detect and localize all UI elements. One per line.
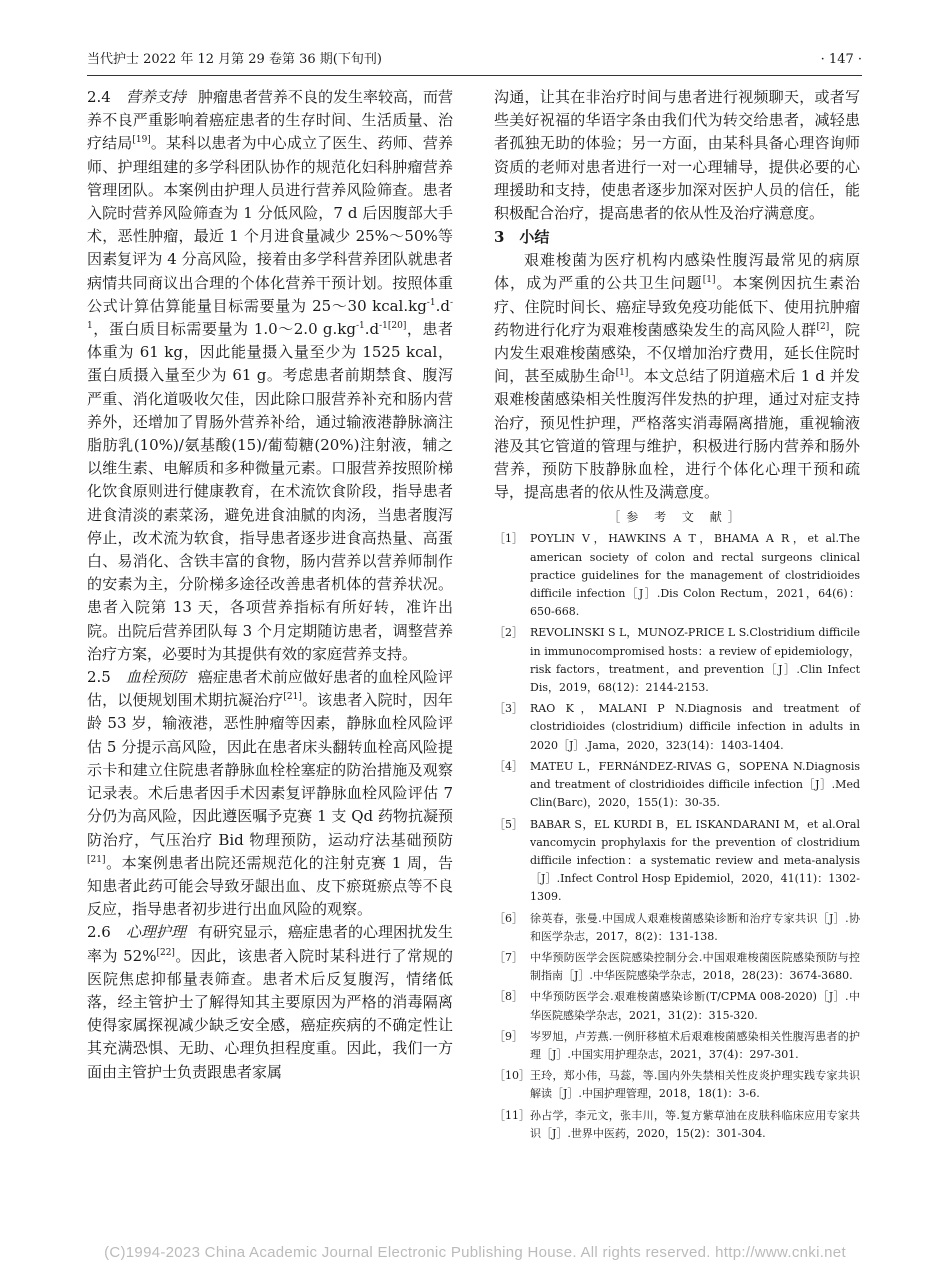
reference-number: ［8］ bbox=[494, 990, 523, 1004]
section-title: 营养支持 bbox=[125, 88, 186, 106]
citation: [1] bbox=[702, 275, 716, 286]
reference-text: 徐英春，张曼.中国成人艰难梭菌感染诊断和治疗专家共识［J］.协和医学杂志，2017，8(2)：131-138. bbox=[530, 911, 860, 943]
section-3-heading: 3 小结 bbox=[494, 228, 550, 247]
reference-item bbox=[494, 700, 860, 755]
reference-number: ［4］ bbox=[494, 759, 523, 773]
reference-item bbox=[494, 949, 860, 985]
reference-item bbox=[494, 624, 860, 697]
reference-item bbox=[494, 910, 860, 946]
reference-number: ［1］ bbox=[494, 532, 523, 546]
reference-number: ［3］ bbox=[494, 702, 523, 716]
reference-item bbox=[494, 1107, 860, 1143]
reference-number: ［11］ bbox=[494, 1108, 530, 1122]
copyright-watermark: (C)1994-2023 China Academic Journal Electronic Publishing House. All rights reserved. http://www.cnki.net bbox=[104, 1244, 846, 1261]
section-3-summary: 艰难梭菌为医疗机构内感染性腹泻最常见的病原体，成为严重的公共卫生问题[1]。本案例因抗生素治疗、住院时间长、癌症导致免疫功能低下、使用抗肿瘤药物进行化疗为艰难梭菌感染发生的高风险人群[2]，院内发生艰难梭菌感染，不仅增加治疗费用，延长住院时间，甚至威胁生命[1]。本文总结了阴道癌术后 1 d 并发艰难梭菌感染相关性腹泻伴发热的护理，通过对症支持治疗，预见性护理，严格落实消毒隔离措施，重视输液港及其它管道的管理与维护，积极进行肠内营养和肠外营养，预防下肢静脉血栓，进行个体化心理干预和疏导，提高患者的依从性及满意度。 bbox=[494, 251, 860, 502]
citation: [20] bbox=[387, 321, 407, 332]
reference-text: POYLIN V，HAWKINS A T，BHAMA A R，et al.The american society of colon and rectal surgeons clinical practice guidelines for the management of clostridioides difficile infection［J］.Dis Colon Rectum，2021，64(6)：650-668. bbox=[530, 532, 860, 619]
left-column bbox=[87, 86, 453, 1084]
section-number: 2.6 bbox=[87, 923, 111, 942]
reference-text: 中华预防医学会医院感染控制分会.中国艰难梭菌医院感染预防与控制指南［J］.中华医院感染学杂志，2018，28(23)：3674-3680. bbox=[530, 950, 860, 983]
page-number: · 147 · bbox=[820, 52, 862, 67]
section-2-4-nutrition: 2.4 营养支持 肿瘤患者营养不良的发生率较高，而营养不良严重影响着癌症患者的生存时间、生活质量、治疗结局[19]。某科以患者为中心成立了医生、药师、营养师、护理组建的多学科团队协作的规范化妇科肿瘤营养管理团队。本案例由护理人员进行营养风险筛查。患者入院时营养风险筛查为 1 分低风险，7 d 后因腹部大手术，恶性肿瘤，最近 1 个月进食量减少 25%～50%等因素复评为 4 分高风险，接着由多学科营养团队就患者病情共同商议出合理的个体化营养干预计划。按照体重公式计算估算能量目标需要量为 25～30 $kcal.kg^{-1}.d^{-1}$，蛋白质目标需要量为 1.0～2.0 $g.kg^{-1}.d^{-1[20]}$，患者体重为 61 kg，因此能量摄入量至少为 1525 kcal，蛋白质摄入量至少为 61 g。考虑患者前期禁食、腹泻严重、消化道吸收欠佳，因此除口服营养补充和肠内营养外，还增加了胃肠外营养补给，通过输液港静脉滴注脂肪乳(10%)/氨基酸(15)/葡萄糖(20%)注射液，辅之以维生素、电解质和多种微量元素。口服营养按照阶梯化饮食原则进行健康教育，在术流饮食阶段，指导患者进食清淡的素菜汤，避免进食油腻的肉汤，当患者腹泻停止，改术流为软食，指导患者逐步进食高热量、高蛋白、易消化、含铁丰富的食物，肠内营养以营养师制作的安素为主，分阶梯多途径改善患者机体的营养状况。患者入院第 13 天，各项营养指标有所好转，准许出院。出院后营养团队每 3 个月定期随访患者，调整营养治疗方案，必要时为其提供有效的家庭营养支持。 bbox=[87, 88, 453, 663]
section-2-6-psychology: 2.6 心理护理 有研究显示，癌症患者的心理困扰发生率为 52%[22]。因此，该患者入院时某科进行了常规的医院焦虑抑郁量表筛查。患者术后反复腹泻，情绪低落，经主管护士了解得知其主要原因为严格的消毒隔离使得家属探视减少缺乏安全感，癌症疾病的不确定性让其充满恐惧、无助、心理负担程度重。因此，我们一方面由主管护士负责跟患者家属 bbox=[87, 923, 453, 1081]
reference-text: 孙占学，李元文，张丰川，等.复方紫草油在皮肤科临床应用专家共识［J］.世界中医药，2020，15(2)：301-304. bbox=[530, 1108, 860, 1140]
reference-text: 岑罗旭，卢芳燕.一例肝移植术后艰难梭菌感染相关性腹泻患者的护理［J］.中国实用护理杂志，2021，37(4)：297-301. bbox=[530, 1029, 860, 1061]
reference-number: ［6］ bbox=[494, 911, 523, 925]
reference-number: ［9］ bbox=[494, 1029, 523, 1043]
citation: [21] bbox=[87, 854, 106, 865]
reference-text: 王玲，郑小伟，马蕊，等.国内外失禁相关性皮炎护理实践专家共识解读［J］.中国护理管理，2018，18(1)：3-6. bbox=[530, 1069, 860, 1101]
references-title: ［参 考 文 献］ bbox=[608, 510, 746, 525]
citation: [22] bbox=[156, 947, 175, 958]
header-rule bbox=[87, 75, 862, 76]
reference-item bbox=[494, 1067, 860, 1103]
reference-number: ［7］ bbox=[494, 950, 523, 964]
section-number: 2.4 bbox=[87, 88, 111, 106]
reference-text: REVOLINSKI S L，MUNOZ-PRICE L S.Clostridium difficile in immunocompromised hosts：a review of epidemiology，risk factors，treatment，and prevention［J］.Clin Infect Dis，2019，68(12)：2144-2153. bbox=[530, 626, 860, 695]
reference-number: ［5］ bbox=[494, 817, 523, 831]
section-2-5-thrombosis: 2.5 血栓预防 癌症患者术前应做好患者的血栓风险评估，以便规划围术期抗凝治疗[21]。该患者入院时，因年龄 53 岁，输液港，恶性肿瘤等因素，静脉血栓风险评估 5 分提示高风险，因此在患者床头翻转血栓高风险提示卡和建立住院患者静脉血栓栓塞症的防治措施及观察记录表。术后患者因手术因素复评静脉血栓风险评估 7 分仍为高风险，因此遵医嘱予克赛 1 支 Qd 药物抗凝预防治疗，气压治疗 Bid 物理预防，运动疗法基础预防[21]。本案例患者出院还需规范化的注射克赛 1 周，告知患者此药可能会导致牙龈出血、皮下瘀斑瘀点等不良反应，指导患者初步进行出血风险的观察。 bbox=[87, 668, 453, 919]
section-title: 血栓预防 bbox=[125, 668, 186, 687]
reference-text: RAO K，MALANI P N.Diagnosis and treatment of clostridioides (clostridium) difficile infection in adults in 2020［J］.Jama，2020，323(14)：1403-1404. bbox=[530, 702, 860, 752]
section-title: 心理护理 bbox=[125, 923, 186, 942]
running-header bbox=[87, 50, 862, 70]
section-number: 2.5 bbox=[87, 668, 111, 687]
citation: [2] bbox=[816, 321, 830, 332]
citation: [1] bbox=[615, 368, 629, 379]
reference-item bbox=[494, 816, 860, 907]
right-column bbox=[494, 86, 860, 1146]
reference-text: 中华预防医学会.艰难梭菌感染诊断(T/CPMA 008-2020)［J］.中华医院感染学杂志，2021，31(2)：315-320. bbox=[530, 990, 860, 1022]
reference-text: BABAR S，EL KURDI B，EL ISKANDARANI M，et al.Oral vancomycin prophylaxis for the prevention of clostridium difficile infection：a systematic review and meta-analysis［J］.Infect Control Hosp Epidemiol，2020，41(11)：1302-1309. bbox=[530, 817, 860, 904]
reference-item bbox=[494, 530, 860, 621]
paragraph-continued: 沟通，让其在非治疗时间与患者进行视频聊天，或者写些美好祝福的华语字条由我们代为转交给患者，减轻患者孤独无助的体验；另一方面，由某科具备心理咨询师资质的老师对患者进行一对一心理辅导，提供必要的心理援助和支持，使患者逐步加深对医护人员的信任，能积极配合治疗，提高患者的依从性及治疗满意度。 bbox=[494, 88, 860, 223]
citation: [19] bbox=[132, 135, 151, 146]
reference-item bbox=[494, 988, 860, 1024]
reference-text: MATEU L，FERNáNDEZ-RIVAS G，SOPENA N.Diagnosis and treatment of clostridioides difficile infection［J］.Med Clin(Barc)，2020，155(1)：30-35. bbox=[530, 759, 860, 810]
reference-number: ［10］ bbox=[494, 1069, 530, 1083]
reference-item bbox=[494, 758, 860, 813]
reference-item bbox=[494, 1028, 860, 1064]
reference-number: ［2］ bbox=[494, 626, 523, 640]
citation: [21] bbox=[283, 692, 302, 703]
journal-issue: 当代护士 2022 年 12 月第 29 卷第 36 期(下旬刊) bbox=[87, 52, 382, 67]
